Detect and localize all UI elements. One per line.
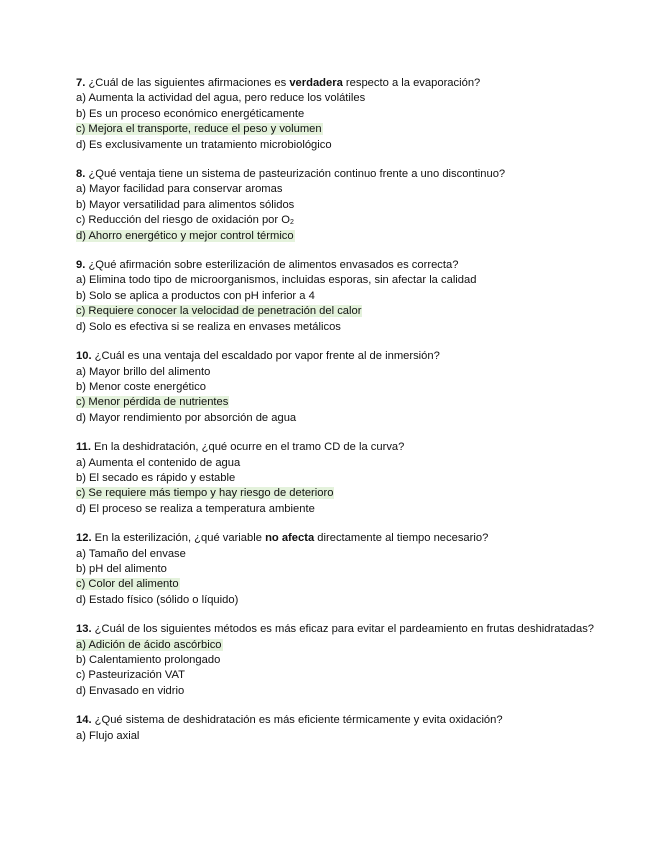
option-text: b) Es un proceso económico energéticamente [76,107,305,120]
option-c-correct [76,122,615,137]
option-text: b) Solo se aplica a productos con pH inferior a 4 [76,289,315,302]
question-number: 10. [76,350,92,363]
option-text: d) Mayor rendimiento por absorción de agua [76,411,297,424]
option-b [76,380,615,395]
question-8 [76,167,615,244]
question-text [76,713,615,728]
option-d-correct [76,229,615,244]
option-text-highlighted: c) Se requiere más tiempo y hay riesgo de deterioro [76,487,334,500]
option-a [76,273,615,288]
option-d [76,502,615,517]
option-text: d) Solo es efectiva si se realiza en envases metálicos [76,320,341,333]
question-14 [76,713,615,744]
option-d [76,684,615,699]
option-a [76,547,615,562]
option-text: b) El secado es rápido y estable [76,471,236,484]
question-9 [76,258,615,335]
option-b [76,107,615,122]
question-number: 9. [76,259,86,272]
question-text [76,76,615,91]
option-b [76,198,615,213]
option-text: b) Mayor versatilidad para alimentos sólidos [76,198,295,211]
option-b [76,289,615,304]
question-number: 11. [76,441,91,454]
option-text: c) Pasteurización VAT [76,669,186,682]
option-text: a) Aumenta la actividad del agua, pero reduce los volátiles [76,92,366,105]
option-d [76,320,615,335]
option-text: a) Tamaño del envase [76,547,186,560]
option-c-correct [76,395,615,410]
question-text-part: respecto a la evaporación? [342,77,481,89]
question-text [76,531,615,546]
option-text-highlighted: c) Mejora el transporte, reduce el peso y volumen [76,123,322,136]
option-text: a) Flujo axial [76,729,140,742]
option-text: d) Es exclusivamente un tratamiento microbiológico [76,138,332,151]
question-text-part: En la esterilización, ¿qué variable [91,532,266,545]
option-d [76,593,615,608]
question-number: 12. [76,532,92,545]
subscript: 2 [289,219,294,227]
question-text-part: ¿Cuál de las siguientes afirmaciones es [85,77,290,89]
question-text-part: En la deshidratación, ¿qué ocurre en el tramo CD de la curva? [90,441,405,454]
option-a [76,182,615,197]
question-7 [76,76,615,153]
option-text-highlighted: d) Ahorro energético y mejor control térmico [76,229,294,242]
question-text [76,258,615,273]
option-text: a) Aumenta el contenido de agua [76,456,241,469]
option-a-correct [76,638,615,653]
question-text [76,622,615,637]
question-13 [76,622,615,699]
question-text [76,440,615,455]
option-a [76,91,615,106]
question-text [76,167,615,182]
question-number: 13. [76,623,92,636]
option-text: a) Mayor facilidad para conservar aromas [76,183,283,196]
option-text: a) Elimina todo tipo de microorganismos, incluidas esporas, sin afectar la calidad [76,274,477,287]
option-c-correct [76,486,615,501]
option-text-highlighted: c) Menor pérdida de nutrientes [76,396,229,409]
option-d [76,411,615,426]
question-text-part: ¿Qué afirmación sobre esterilización de alimentos envasados es correcta? [85,259,459,272]
option-text: b) Calentamiento prolongado [76,654,221,666]
option-text: b) pH del alimento [76,562,167,575]
question-text-part: directamente al tiempo necesario? [314,532,489,545]
option-b [76,471,615,486]
option-text: d) El proceso se realiza a temperatura ambiente [76,502,315,515]
option-c-correct [76,304,615,319]
question-emphasis: no afecta [265,532,315,545]
option-text: a) Mayor brillo del alimento [76,365,211,378]
option-text: b) Menor coste energético [76,380,206,393]
option-text-highlighted: a) Adición de ácido ascórbico [76,638,222,651]
option-text: d) Envasado en vidrio [76,684,185,697]
question-11 [76,440,615,517]
option-text-highlighted: c) Color del alimento [76,578,179,591]
option-c-correct [76,577,615,592]
question-text [76,349,615,364]
option-d [76,138,615,153]
option-a [76,729,615,744]
question-text-part: ¿Cuál de los siguientes métodos es más eficaz para evitar el pardeamiento en frutas deshidratadas? [91,623,595,636]
question-number: 7. [76,77,86,89]
option-b [76,562,615,577]
question-10 [76,349,615,426]
option-a [76,456,615,471]
question-number: 8. [76,168,86,181]
option-c [76,213,615,228]
option-c [76,668,615,683]
option-text: c) Reducción del riesgo de oxidación por O [76,214,290,227]
question-text-part: ¿Qué sistema de deshidratación es más eficiente térmicamente y evita oxidación? [91,714,503,727]
option-b [76,653,615,668]
question-number: 14. [76,714,92,727]
question-text-part: ¿Qué ventaja tiene un sistema de pasteurización continuo frente a uno discontinuo? [85,168,506,181]
option-a [76,365,615,380]
option-text-highlighted: c) Requiere conocer la velocidad de penetración del calor [76,305,362,318]
question-emphasis: verdadera [289,77,343,89]
question-text-part: ¿Cuál es una ventaja del escaldado por vapor frente al de inmersión? [91,350,440,363]
question-12 [76,531,615,608]
option-text: d) Estado físico (sólido o líquido) [76,593,239,606]
